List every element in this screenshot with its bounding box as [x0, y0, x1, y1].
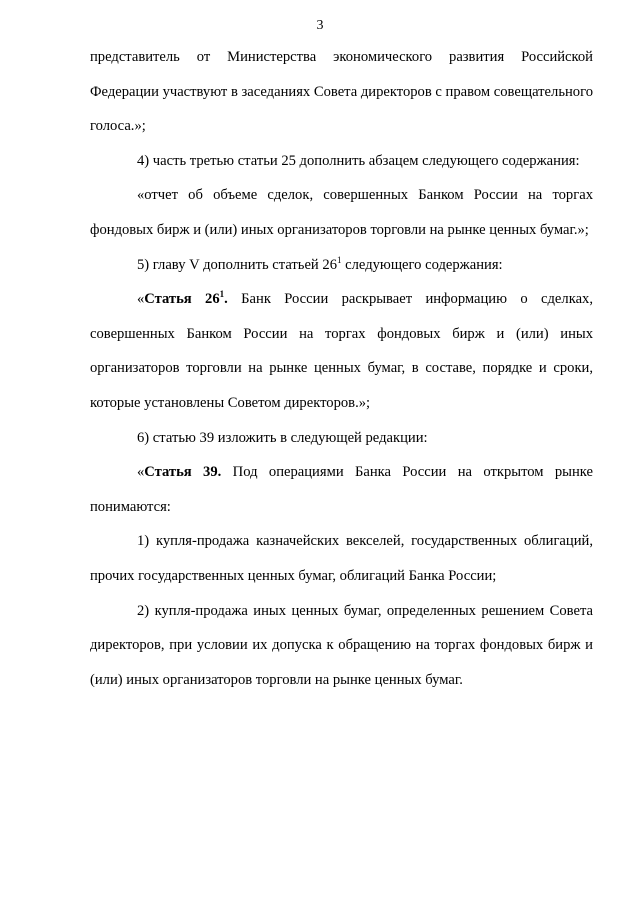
p4-text-after: следующего содержания: — [341, 256, 503, 273]
p7-article-title: Статья 39. — [144, 464, 222, 481]
p5-article-title-dot: . — [224, 291, 228, 308]
paragraph-5-article-26-1 — [90, 282, 593, 420]
p5-text: Банк России раскрывает информацию о сделках, совершенных Банком России на торгах фондовых бирж и (или) иных организаторов торговли на рынке ценных бумаг, в составе, порядке и сроки, которые установлены Советом директоров.»; — [90, 291, 593, 411]
paragraph-8-list-item-1: 1) купля-продажа казначейских векселей, государственных облигаций, прочих государственных ценных бумаг, облигаций Банка России; — [90, 533, 593, 584]
p7-open-quote: « — [137, 464, 145, 481]
paragraph-7-article-39 — [90, 455, 593, 524]
document-body — [90, 40, 593, 697]
paragraph-3-quote: «отчет об объеме сделок, совершенных Банком России на торгах фондовых бирж и (или) иных организаторов торговли на рынке ценных бумаг.»; — [90, 187, 593, 238]
p5-superscript: 1 — [219, 289, 225, 300]
p7-text: Под операциями Банка России на открытом рынке понимаются: — [90, 464, 593, 515]
p4-superscript: 1 — [337, 254, 342, 265]
page-number: 3 — [316, 18, 324, 33]
paragraph-6-item-6: 6) статью 39 изложить в следующей редакции: — [137, 429, 428, 446]
p5-article-title-text: Статья 26 — [144, 291, 220, 308]
p4-text-before: 5) главу V дополнить статьей 26 — [137, 256, 337, 273]
paragraph-4-item-5 — [90, 248, 593, 283]
paragraph-2-item-4: 4) часть третью статьи 25 дополнить абзацем следующего содержания: — [137, 152, 580, 169]
p5-open-quote: « — [137, 291, 145, 308]
p5-article-title — [144, 291, 228, 307]
paragraph-9-list-item-2: 2) купля-продажа иных ценных бумаг, определенных решением Совета директоров, при условии их допуска к обращению на торгах фондовых бирж и (или) иных организаторов торговли на рынке ценных бумаг. — [90, 602, 593, 688]
paragraph-1: представитель от Министерства экономического развития Российской Федерации участвуют в заседаниях Совета директоров с правом совещательного голоса.»; — [90, 49, 593, 135]
